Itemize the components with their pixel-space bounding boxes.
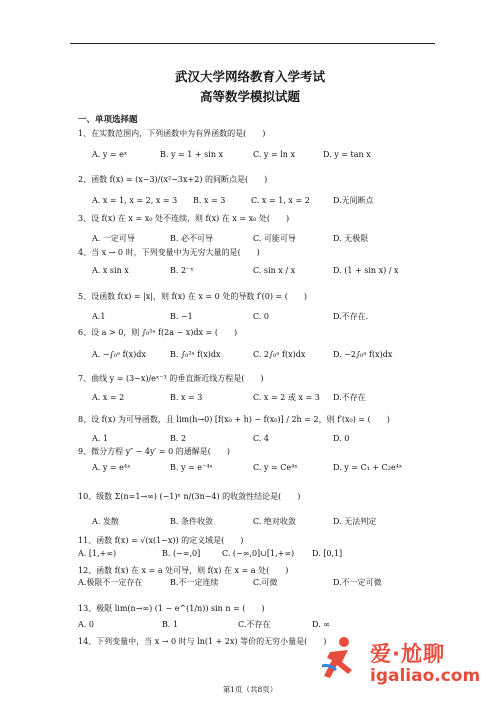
option-d: D. [0,1] [312, 549, 343, 558]
option-a: A. 发散 [92, 517, 119, 526]
option-d: D.不一定可微 [333, 578, 382, 587]
option-d: D. y = C₁ + C₂e⁴ˣ [333, 463, 403, 472]
option-d: D. 0 [333, 434, 350, 443]
option-a: A. −∫₀ᵃ f(x)dx [92, 350, 146, 359]
option-b: B. x = 3 [193, 196, 226, 205]
option-d: D.无间断点 [333, 196, 374, 205]
document-title: 武汉大学网络教育入学考试 [174, 69, 325, 84]
question-stem: 9、微分方程 y″ − 4y′ = 0 的通解是( ) [78, 447, 231, 456]
question-stem: 7、曲线 y = (3−x)/eˣ⁻³ 的垂直渐近线方程是( ) [78, 374, 264, 383]
page-footer: 第1页（共8页） [222, 685, 278, 694]
option-a: A.1 [92, 312, 106, 321]
logo-brand: 爱·尬聊 [370, 642, 445, 666]
document-subtitle: 高等数学模拟试题 [199, 89, 300, 104]
question-stem: 10、级数 Σ(n=1→∞) (−1)ⁿ n/(3n−4) 的收敛性结论是( ) [78, 492, 301, 501]
runner-icon [322, 636, 358, 680]
option-b: B. −1 [170, 312, 193, 321]
option-a: A. y = eˣ [92, 150, 128, 159]
option-c: C. y = Ce⁴ˣ [253, 463, 298, 472]
option-b: B. y = e⁻⁴ˣ [170, 463, 213, 472]
option-a: A. x sin x [92, 266, 129, 275]
option-c: C. x = 1, x = 2 [251, 196, 310, 205]
option-b: B. 2⁻ˣ [170, 266, 194, 275]
question-stem: 3、设 f(x) 在 x = x₀ 处不连续，则 f(x) 在 x = x₀ 处( ) [78, 214, 290, 223]
option-c: C. 4 [253, 434, 270, 443]
option-a: A. x = 2 [92, 393, 125, 402]
question-stem: 1、在实数范围内，下列函数中为有界函数的是( ) [78, 129, 266, 138]
option-c: C. x = 2 或 x = 3 [253, 393, 320, 402]
header-rule [70, 43, 435, 44]
option-c: C. (−∞,0]∪[1,+∞) [222, 549, 295, 558]
option-d: D.不存在 [333, 393, 366, 402]
option-d: D. −2∫₀ᵃ f(x)dx [333, 350, 393, 359]
option-b: B. 1 [162, 620, 179, 629]
option-c: C. y = ln x [253, 150, 295, 159]
option-d: D. ∞ [312, 620, 330, 629]
option-b: B. ∫₀²ᵃ f(x)dx [170, 350, 221, 359]
question-stem: 14、下列变量中，当 x → 0 时与 ln(1 + 2x) 等价的无穷小量是( ) [78, 637, 327, 646]
option-a: A. x = 1, x = 2, x = 3 [92, 196, 178, 205]
option-c: C.不存在 [238, 620, 271, 629]
option-b: B. x = 3 [170, 393, 203, 402]
question-stem: 13、极限 lim(n→∞) (1 − e^(1/n)) sin n = ( ) [78, 604, 265, 613]
option-b: B. 必不可导 [170, 234, 213, 243]
option-a: A. 1 [92, 434, 108, 443]
option-b: B. 条件收敛 [170, 517, 213, 526]
question-stem: 8、设 f(x) 为可导函数，且 lim(h→0) [f(x₀ + h) − f(x₀)] / 2h = 2，则 f′(x₀) = ( ) [78, 415, 390, 424]
option-d: D. 无极限 [333, 234, 369, 243]
option-c: C. 绝对收敛 [253, 517, 296, 526]
option-c: C. 0 [253, 312, 270, 321]
question-stem: 6、设 a > 0，则 ∫₀²ᵃ f(2a − x)dx = ( ) [78, 328, 238, 337]
option-a: A. 0 [78, 620, 94, 629]
question-stem: 4、当 x → 0 时，下列变量中为无穷大量的是( ) [78, 248, 260, 257]
option-b: B. (−∞,0] [162, 549, 201, 558]
option-a: A. [1,+∞) [78, 549, 117, 558]
question-stem: 5、设函数 f(x) = |x|，则 f(x) 在 x = 0 处的导数 f′(0) = ( ) [78, 292, 307, 301]
option-a: A. 一定可导 [92, 234, 135, 243]
option-d: D. y = tan x [323, 150, 371, 159]
option-d: D. 无法判定 [333, 517, 377, 526]
section-heading: 一、单项选择题 [78, 115, 138, 125]
option-c: C. 2∫₀ᵃ f(x)dx [253, 350, 306, 359]
option-c: C. 可能可导 [253, 234, 296, 243]
logo-domain: igaliao.com [370, 666, 481, 686]
option-b: B. 2 [170, 434, 187, 443]
option-b: B. y = 1 + sin x [160, 150, 224, 159]
option-d: D. (1 + sin x) / x [333, 266, 399, 275]
option-a: A.极限不一定存在 [78, 578, 143, 587]
question-stem: 11、函数 f(x) = √(x(1−x)) 的定义域是( ) [78, 536, 244, 545]
option-d: D.不存在. [333, 312, 369, 321]
option-c: C. sin x / x [253, 266, 296, 275]
option-c: C.可微 [253, 578, 278, 587]
question-stem: 12、函数 f(x) 在 x = a 处可导，则 f(x) 在 x = a 处( ) [78, 566, 289, 575]
question-stem: 2、函数 f(x) = (x−3)/(x²−3x+2) 的间断点是( ) [78, 175, 268, 184]
option-a: A. y = e⁴ˣ [92, 463, 131, 472]
watermark-logo [322, 636, 492, 696]
option-b: B.不一定连续 [170, 578, 219, 587]
